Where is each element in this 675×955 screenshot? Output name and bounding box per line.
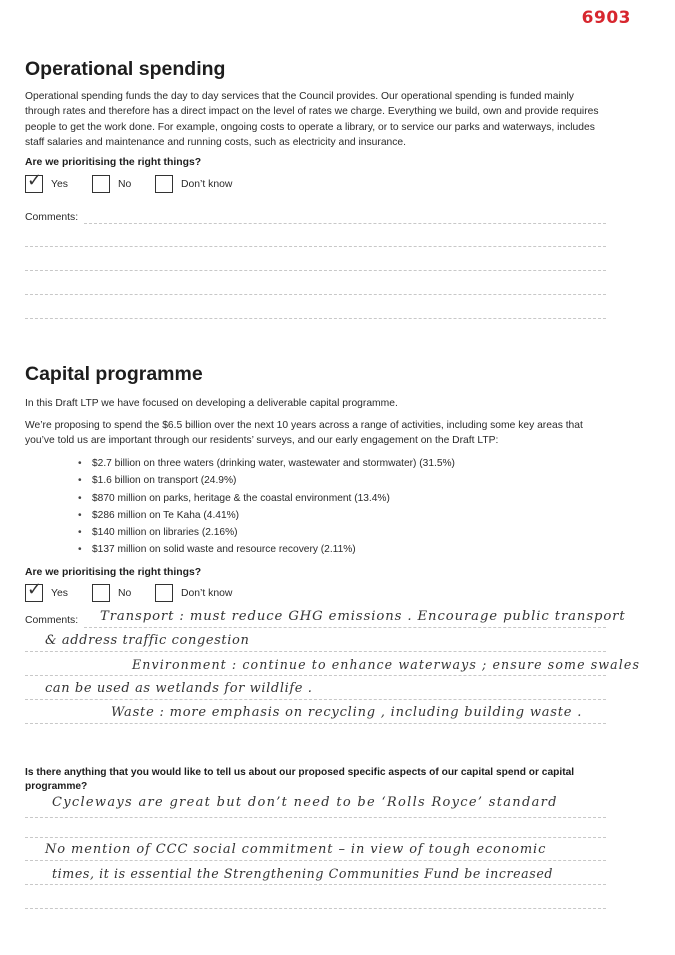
- option-label: Don’t know: [181, 178, 233, 190]
- operational-paragraph-line: people to get the work done. For example, ongoing costs to operate a library, or to service our parks and waterways, includes: [25, 121, 595, 133]
- capital-option-dont-know[interactable]: [155, 584, 232, 602]
- comment-line: [25, 318, 606, 319]
- option-label: No: [118, 178, 132, 190]
- capital-intro: In this Draft LTP we have focused on developing a deliverable capital programme.: [25, 398, 398, 409]
- list-item: • $286 million on Te Kaha (4.41%): [78, 507, 455, 524]
- capital-option-no[interactable]: [92, 584, 131, 602]
- option-label: No: [118, 587, 132, 599]
- capital-paragraph-line: you’ve told us are important through our residents’ surveys, and our early engagement on the Draft LTP:: [25, 435, 499, 447]
- comment-line: [84, 223, 606, 224]
- comment-line: [25, 908, 606, 909]
- operational-comments-label: Comments:: [25, 212, 79, 223]
- check-icon: ✓: [27, 579, 43, 600]
- option-label: Don’t know: [181, 587, 233, 599]
- list-item: • $137 million on solid waste and resource recovery (2.11%): [78, 541, 455, 558]
- operational-option-dont-know[interactable]: [155, 175, 232, 193]
- comment-line: [25, 837, 606, 838]
- checkbox-no[interactable]: [92, 584, 110, 602]
- specific-question-line: programme?: [25, 781, 88, 792]
- checkbox-yes[interactable]: [25, 579, 43, 602]
- handwritten-comment: Environment : continue to enhance waterways ; ensure some swales: [132, 657, 641, 672]
- list-item: • $870 million on parks, heritage & the coastal environment (13.4%): [78, 490, 455, 507]
- operational-option-no[interactable]: [92, 175, 131, 193]
- comment-line: [25, 860, 606, 861]
- handwritten-comment: Transport : must reduce GHG emissions . Encourage public transport: [100, 609, 626, 624]
- capital-comments-label: Comments:: [25, 615, 79, 626]
- capital-paragraph-line: We’re proposing to spend the $6.5 billion over the next 10 years across a range of activities, including some key areas that: [25, 420, 583, 431]
- operational-option-yes[interactable]: [25, 170, 68, 193]
- comment-line: [25, 294, 606, 295]
- comment-line: [25, 723, 606, 724]
- checkbox-dont-know[interactable]: [155, 584, 173, 602]
- list-item: • $2.7 billion on three waters (drinking water, wastewater and stormwater) (31.5%): [78, 455, 455, 472]
- checkbox-dont-know[interactable]: [155, 175, 173, 193]
- capital-paragraph: [25, 418, 605, 449]
- handwritten-comment: can be used as wetlands for wildlife .: [45, 681, 313, 696]
- comment-line: [25, 675, 606, 676]
- comment-line: [25, 651, 606, 652]
- capital-title: Capital programme: [25, 363, 203, 385]
- option-label: Yes: [51, 587, 68, 599]
- capital-question: Are we prioritising the right things?: [25, 567, 202, 578]
- capital-spend-list: [78, 455, 455, 559]
- list-item: • $1.6 billion on transport (24.9%): [78, 472, 455, 489]
- check-icon: ✓: [27, 170, 43, 191]
- option-label: Yes: [51, 178, 68, 190]
- comment-line: [84, 627, 606, 628]
- checkbox-no[interactable]: [92, 175, 110, 193]
- handwritten-comment: & address traffic congestion: [45, 633, 250, 648]
- handwritten-comment: No mention of CCC social commitment – in view of tough economic: [45, 842, 547, 857]
- operational-title: Operational spending: [25, 58, 226, 80]
- comment-line: [25, 884, 606, 885]
- comment-line: [25, 817, 606, 818]
- handwritten-comment: Cycleways are great but don’t need to be ‘Rolls Royce’ standard: [52, 795, 558, 810]
- list-item: • $140 million on libraries (2.16%): [78, 524, 455, 541]
- specific-question-line: Is there anything that you would like to tell us about our proposed specific aspects of our capital spend or capital: [25, 767, 575, 778]
- specific-question: [25, 766, 574, 794]
- handwritten-comment: Waste : more emphasis on recycling , including building waste .: [111, 705, 583, 720]
- operational-paragraph-line: Operational spending funds the day to day services that the Council provides. Our operational spending is funded mainly: [25, 91, 574, 102]
- comment-line: [25, 699, 606, 700]
- checkbox-yes[interactable]: [25, 170, 43, 193]
- operational-paragraph-line: staff salaries and maintenance and running costs, such as electricity and insurance.: [25, 136, 407, 148]
- handwritten-comment: times, it is essential the Strengthening Communities Fund be increased: [52, 866, 554, 881]
- capital-option-yes[interactable]: [25, 579, 68, 602]
- operational-paragraph: [25, 89, 605, 150]
- comment-line: [25, 270, 606, 271]
- reference-number: 6903: [581, 8, 631, 28]
- operational-paragraph-line: through rates and therefore has a direct impact on the level of rates we charge. Everything we build, own and provide requires: [25, 106, 599, 118]
- operational-question: Are we prioritising the right things?: [25, 157, 202, 168]
- comment-line: [25, 246, 606, 247]
